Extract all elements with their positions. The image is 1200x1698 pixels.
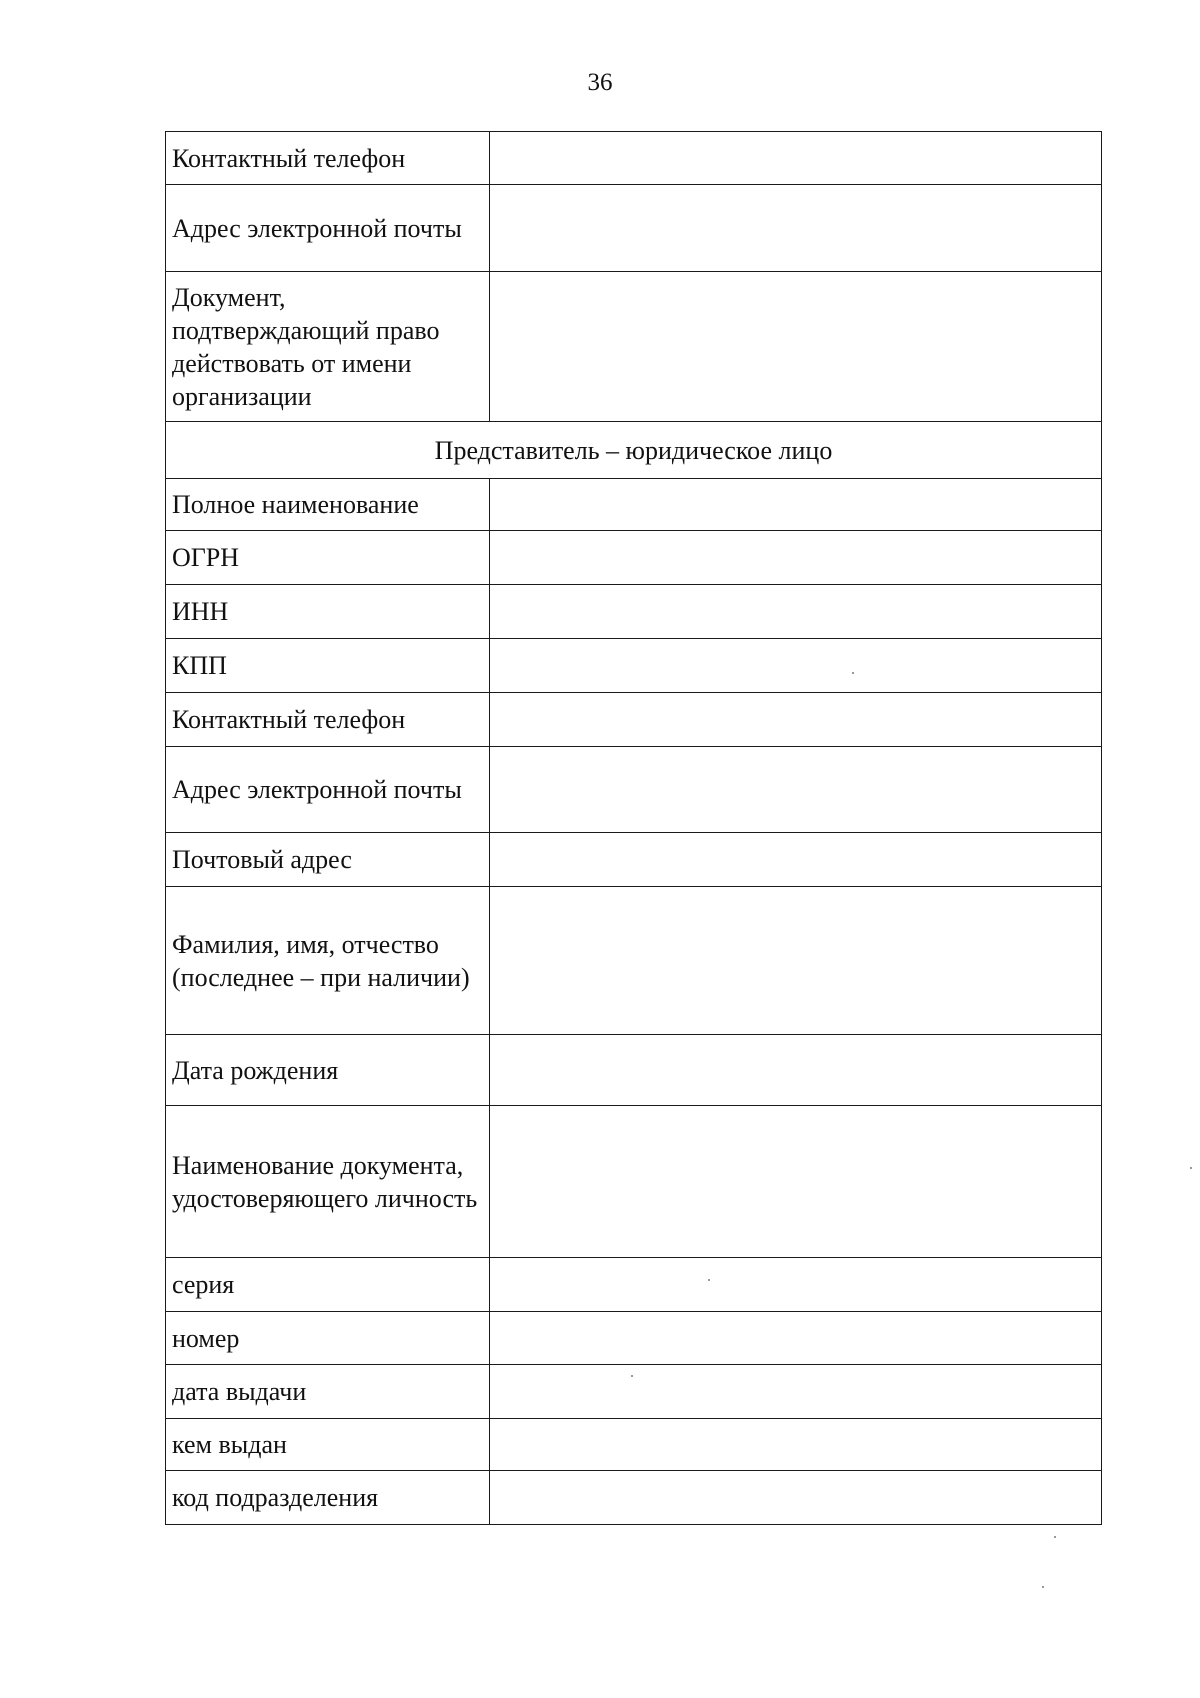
row-label: дата выдачи (166, 1365, 490, 1419)
row-value-field[interactable] (490, 747, 1102, 833)
row-value-field[interactable] (490, 693, 1102, 747)
scan-speck (852, 672, 854, 674)
row-value-field[interactable] (490, 1312, 1102, 1365)
row-label: номер (166, 1312, 490, 1365)
table-row (166, 1106, 1102, 1258)
row-label: ИНН (166, 585, 490, 639)
row-value-field[interactable] (490, 1471, 1102, 1525)
row-label: ОГРН (166, 531, 490, 585)
row-label: Дата рождения (166, 1035, 490, 1106)
table-row (166, 693, 1102, 747)
scan-speck (708, 1279, 710, 1281)
row-label: Наименование документа, удостоверяющего личность (166, 1106, 490, 1258)
scan-speck (1054, 1536, 1056, 1538)
scan-speck (631, 1375, 633, 1377)
row-label: Фамилия, имя, отчество (последнее – при наличии) (166, 887, 490, 1035)
row-value-field[interactable] (490, 1419, 1102, 1471)
table-row (166, 1419, 1102, 1471)
row-label: Почтовый адрес (166, 833, 490, 887)
table-row (166, 479, 1102, 531)
section-header-row (166, 422, 1102, 479)
row-label: Контактный телефон (166, 132, 490, 185)
row-value-field[interactable] (490, 1106, 1102, 1258)
table-row (166, 639, 1102, 693)
table-row (166, 1258, 1102, 1312)
scan-speck (1042, 1586, 1044, 1588)
table-row (166, 747, 1102, 833)
row-value-field[interactable] (490, 887, 1102, 1035)
table-row (166, 1035, 1102, 1106)
representative-form-table (165, 131, 1102, 1525)
row-value-field[interactable] (490, 272, 1102, 422)
row-value-field[interactable] (490, 833, 1102, 887)
table-row (166, 1471, 1102, 1525)
row-label: серия (166, 1258, 490, 1312)
row-label: Полное наименование (166, 479, 490, 531)
table-row (166, 887, 1102, 1035)
row-value-field[interactable] (490, 1035, 1102, 1106)
row-label: КПП (166, 639, 490, 693)
row-value-field[interactable] (490, 132, 1102, 185)
row-value-field[interactable] (490, 479, 1102, 531)
table-row (166, 1312, 1102, 1365)
table-row (166, 833, 1102, 887)
row-value-field[interactable] (490, 585, 1102, 639)
row-label: Контактный телефон (166, 693, 490, 747)
row-value-field[interactable] (490, 531, 1102, 585)
scan-speck (1190, 1167, 1192, 1169)
row-label: Документ, подтверждающий право действовать от имени организации (166, 272, 490, 422)
row-label: код подразделения (166, 1471, 490, 1525)
table-row (166, 531, 1102, 585)
table-row (166, 185, 1102, 272)
table-row (166, 585, 1102, 639)
table-row (166, 272, 1102, 422)
row-value-field[interactable] (490, 639, 1102, 693)
row-value-field[interactable] (490, 1365, 1102, 1419)
table-row (166, 1365, 1102, 1419)
row-label: кем выдан (166, 1419, 490, 1471)
row-label: Адрес электронной почты (166, 185, 490, 272)
section-title: Представитель – юридическое лицо (166, 422, 1102, 479)
row-value-field[interactable] (490, 185, 1102, 272)
table-row (166, 132, 1102, 185)
row-value-field[interactable] (490, 1258, 1102, 1312)
page-number: 36 (587, 69, 613, 96)
row-label: Адрес электронной почты (166, 747, 490, 833)
